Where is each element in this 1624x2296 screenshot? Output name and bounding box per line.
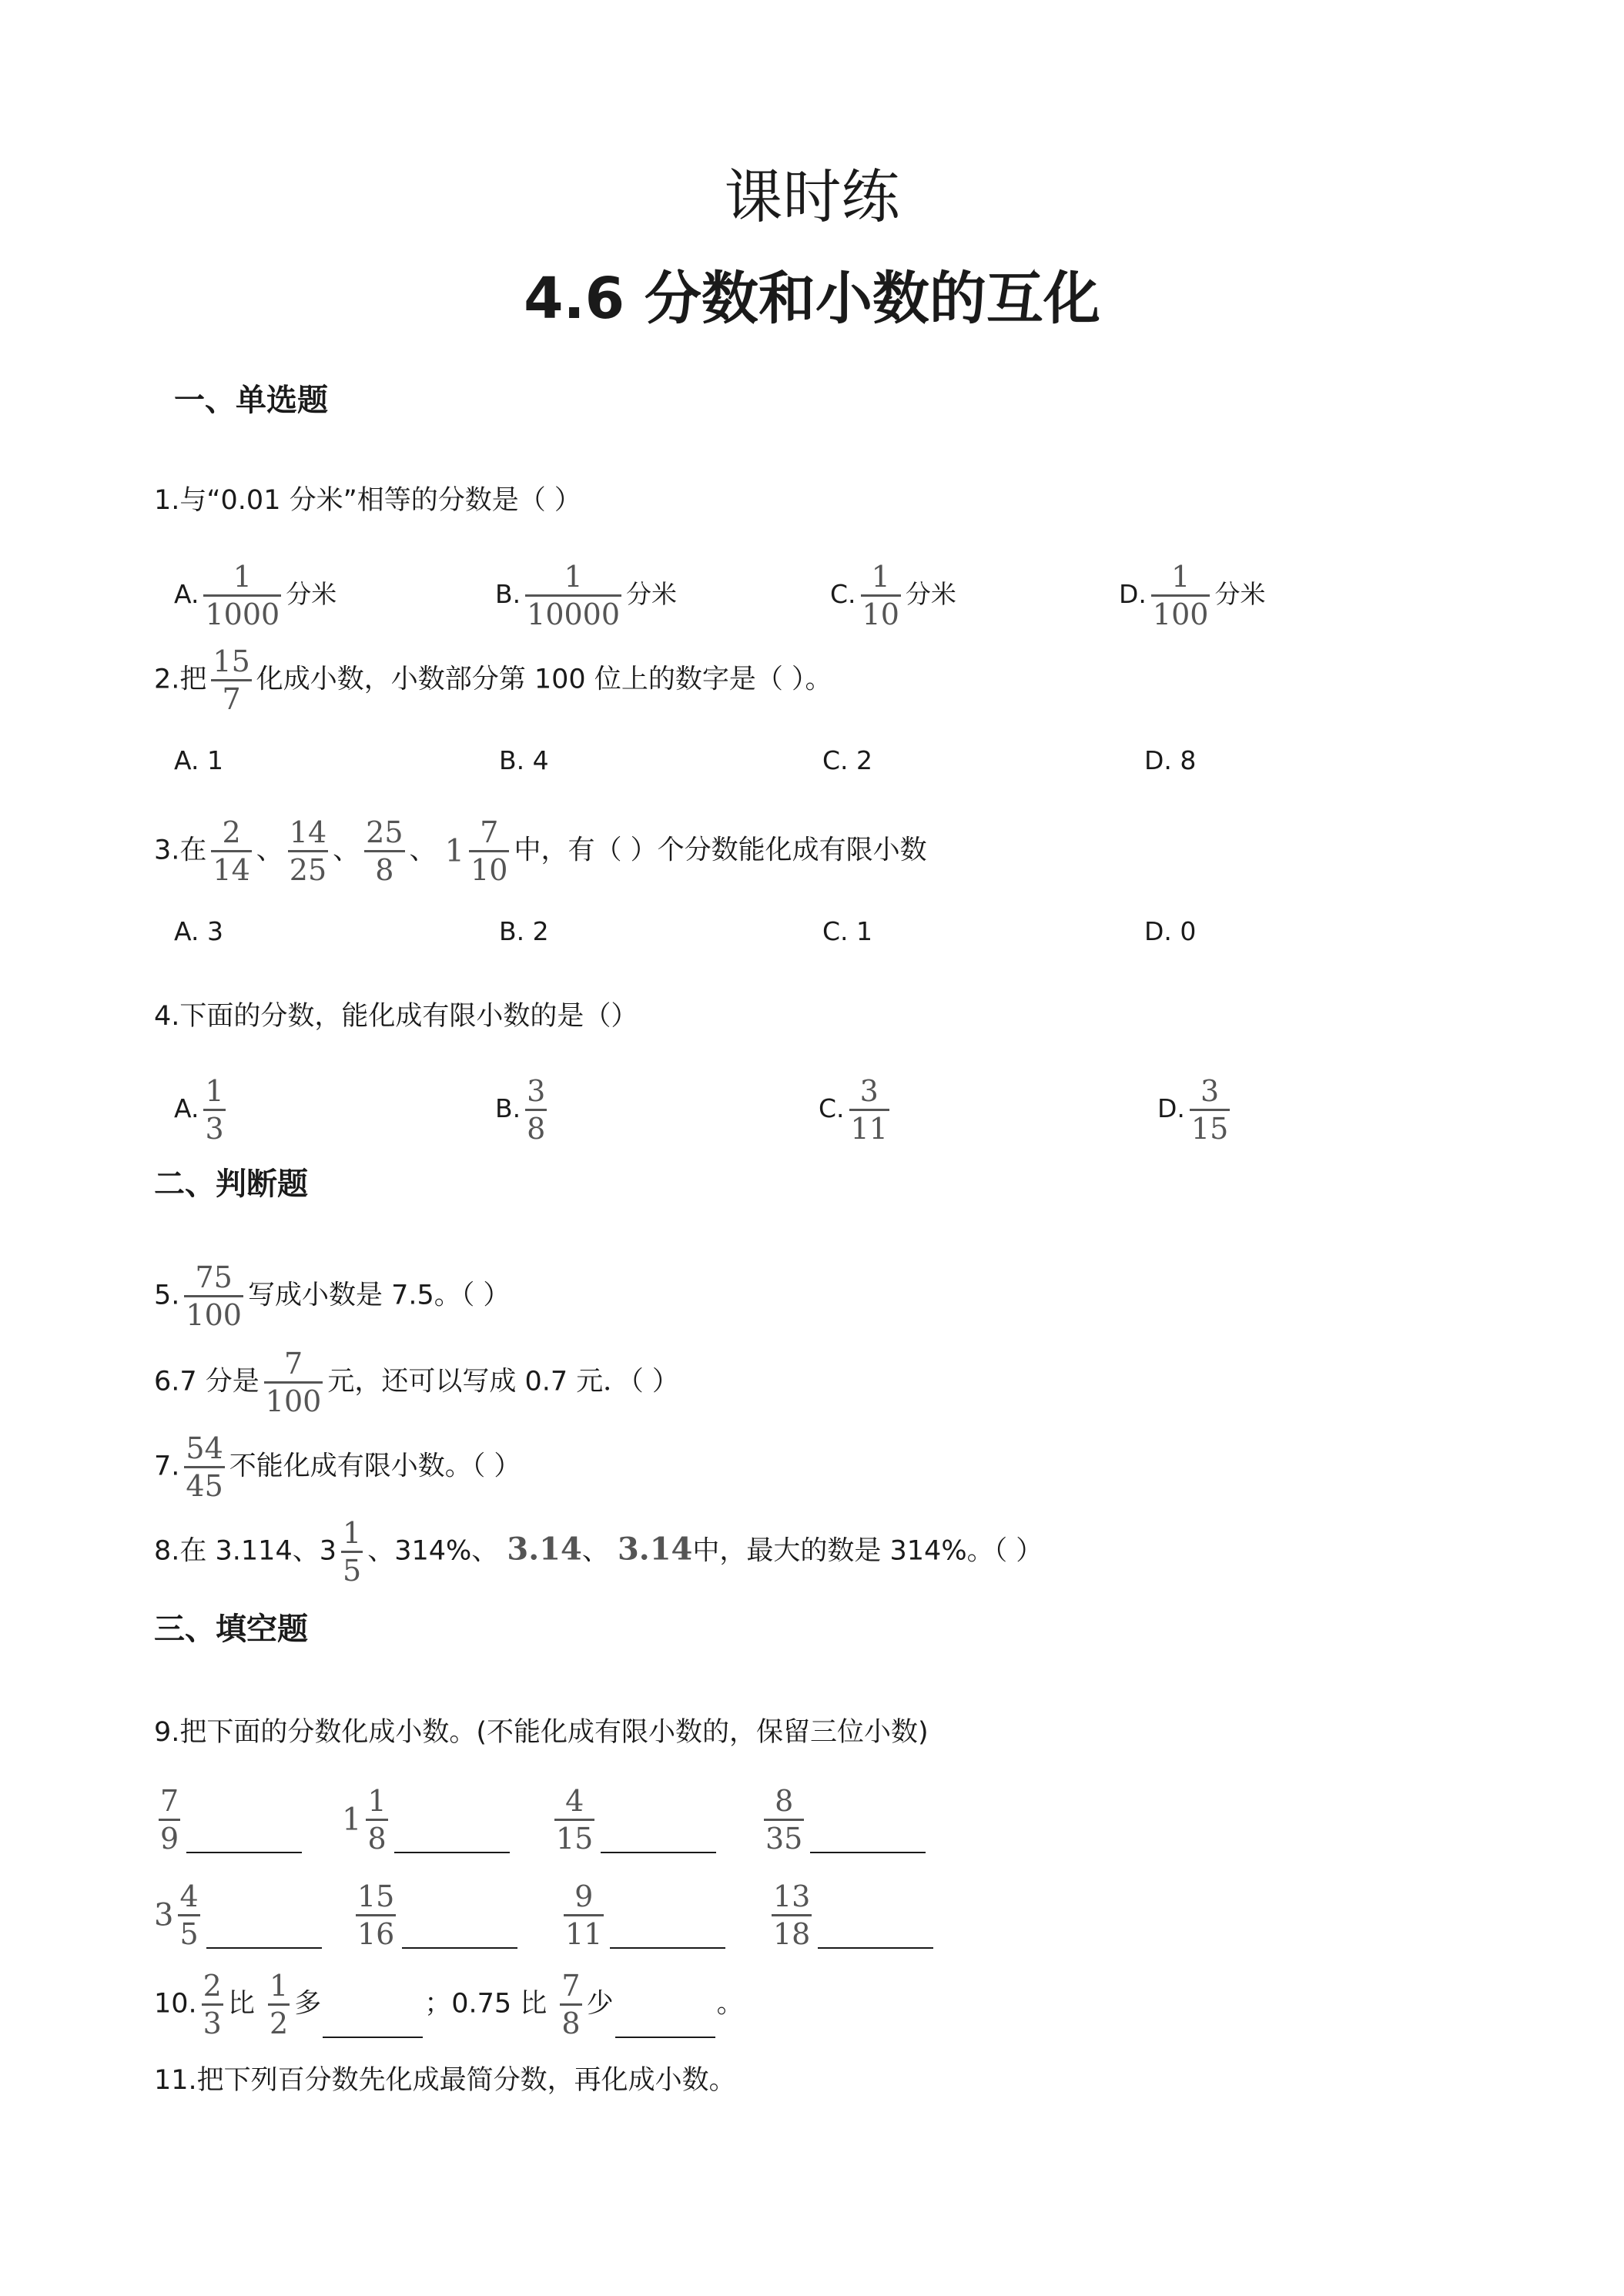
- section-heading-single-choice: 一、单选题: [174, 383, 328, 418]
- fraction: $\frac{75}{100}$: [186, 1260, 242, 1332]
- q9-item-7: [559, 1879, 725, 1951]
- fraction: $\frac{14}{25}$: [289, 815, 327, 887]
- answer-blank[interactable]: [615, 2013, 715, 2038]
- fraction: $\frac{1}{100}$: [1152, 560, 1209, 631]
- option-label: A.: [174, 579, 199, 609]
- unit-label: 分米: [286, 579, 337, 609]
- fraction: $\frac{1}{8}$: [367, 1784, 387, 1856]
- fraction: $\frac{2}{14}$: [213, 815, 250, 887]
- fraction: $\frac{15}{7}$: [213, 644, 250, 716]
- fraction: $\frac{1}{10}$: [862, 560, 899, 631]
- q4-option-c: C. $\frac{3}{11}$: [819, 1074, 888, 1146]
- answer-blank[interactable]: [206, 1924, 322, 1949]
- question-5: 5. $\frac{75}{100}$ 写成小数是 7.5。（ ）: [154, 1260, 511, 1332]
- fraction: $\frac{7}{10}$: [470, 815, 508, 887]
- fraction: $\frac{4}{15}$: [556, 1784, 594, 1856]
- fraction: $\frac{54}{45}$: [186, 1431, 223, 1503]
- q4-option-d: D. $\frac{3}{15}$: [1157, 1074, 1229, 1146]
- q4-option-a: A. $\frac{1}{3}$: [174, 1074, 224, 1146]
- fraction: $\frac{1}{5}$: [343, 1516, 362, 1588]
- q1-option-b: [495, 562, 677, 629]
- question-11-stem: 11.把下列百分数先化成最简分数，再化成小数。: [154, 2065, 736, 2096]
- q3-option-c: C. 1: [822, 916, 873, 946]
- section-heading-fill-blank: 三、填空题: [154, 1612, 308, 1647]
- q4-option-b: B. $\frac{3}{8}$: [495, 1074, 546, 1146]
- option-label: C.: [830, 579, 856, 609]
- repeating-decimal-1: 3.14: [507, 1531, 582, 1568]
- question-2-stem: 2.把 $\frac{15}{7}$ 化成小数，小数部分第 100 位上的数字是（ ）。: [154, 644, 832, 716]
- q2-option-a: A. 1: [174, 745, 223, 775]
- fraction: $\frac{8}{35}$: [765, 1784, 803, 1856]
- q2-option-b: B. 4: [499, 745, 549, 775]
- question-1-stem: 1.与“0.01 分米”相等的分数是（ ）: [154, 485, 581, 516]
- question-6: 6.7 分是 $\frac{7}{100}$ 元，还可以写成 0.7 元．（ ）: [154, 1347, 679, 1418]
- q3-option-b: B. 2: [499, 916, 549, 946]
- q3-option-a: A. 3: [174, 916, 223, 946]
- option-label: D.: [1119, 579, 1147, 609]
- question-10: 10. $\frac{2}{3}$ 比 $\frac{1}{2}$ 多 ；0.75 比 $\frac{7}{8}$ 少 。: [154, 1969, 744, 2040]
- question-8: 8.在 3.114、3 $\frac{1}{5}$ 、314%、 3.14、 3.14中，最大的数是 314%。（ ）: [154, 1516, 1043, 1588]
- answer-blank[interactable]: [402, 1924, 517, 1949]
- answer-blank[interactable]: [610, 1924, 725, 1949]
- q9-item-8: [767, 1879, 933, 1951]
- q3-option-d: D. 0: [1144, 916, 1197, 946]
- fraction: $\frac{3}{15}$: [1190, 1074, 1229, 1146]
- section-heading-true-false: 二、判断题: [154, 1166, 308, 1202]
- answer-blank[interactable]: [818, 1924, 933, 1949]
- q9-item-2: 1 $\frac{1}{8}$: [342, 1786, 510, 1853]
- q1-option-c: [830, 562, 956, 629]
- lesson-title: 4.6 分数和小数的互化: [524, 266, 1100, 332]
- fraction: $\frac{25}{8}$: [366, 815, 403, 887]
- q9-item-6: [351, 1879, 517, 1951]
- answer-blank[interactable]: [323, 2013, 423, 2038]
- page-title: 课时练: [724, 162, 900, 231]
- q9-item-3: [550, 1784, 716, 1856]
- fraction: $\frac{7}{9}$: [160, 1784, 179, 1856]
- question-7: 7. $\frac{54}{45}$ 不能化成有限小数。（ ）: [154, 1431, 521, 1503]
- fraction: $\frac{1}{3}$: [205, 1074, 224, 1146]
- question-4-stem: 4.下面的分数，能化成有限小数的是（）: [154, 1001, 638, 1032]
- repeating-decimal-2: 3.14: [617, 1531, 693, 1568]
- fraction: $\frac{7}{100}$: [265, 1347, 322, 1418]
- unit-label: 分米: [626, 579, 678, 609]
- q9-item-5: 3 $\frac{4}{5}$: [154, 1882, 322, 1949]
- fraction: $\frac{9}{11}$: [565, 1879, 603, 1951]
- option-label: B.: [495, 579, 521, 609]
- unit-label: 分米: [905, 579, 956, 609]
- q1-option-d: [1119, 562, 1265, 629]
- fraction: $\frac{1}{2}$: [270, 1969, 289, 2040]
- answer-blank[interactable]: [601, 1829, 716, 1853]
- fraction: $\frac{7}{8}$: [561, 1969, 581, 2040]
- fraction: $\frac{4}{5}$: [179, 1879, 199, 1951]
- answer-blank[interactable]: [394, 1829, 510, 1853]
- fraction: $\frac{1}{1000}$: [205, 560, 280, 631]
- question-9-stem: 9.把下面的分数化成小数。(不能化成有限小数的，保留三位小数): [154, 1717, 929, 1748]
- q2-option-d: D. 8: [1144, 745, 1197, 775]
- answer-blank[interactable]: [810, 1829, 926, 1853]
- fraction: $\frac{13}{18}$: [773, 1879, 811, 1951]
- q1-option-a: [174, 562, 337, 629]
- unit-label: 分米: [1214, 579, 1266, 609]
- fraction: $\frac{2}{3}$: [203, 1969, 222, 2040]
- q2-option-c: C. 2: [822, 745, 873, 775]
- q9-item-4: [759, 1784, 926, 1856]
- q9-item-1: [154, 1784, 302, 1856]
- question-3-stem: 3.在 $\frac{2}{14}$ 、 $\frac{14}{25}$ 、 $\frac{25}{8}$ 、 1 $\frac{7}{10}$ 中，有（ ）个分数能化成有限小数: [154, 815, 927, 887]
- fraction: $\frac{1}{10000}$: [527, 560, 621, 631]
- answer-blank[interactable]: [186, 1829, 302, 1853]
- fraction: $\frac{3}{11}$: [850, 1074, 888, 1146]
- fraction: $\frac{15}{16}$: [357, 1879, 395, 1951]
- fraction: $\frac{3}{8}$: [527, 1074, 546, 1146]
